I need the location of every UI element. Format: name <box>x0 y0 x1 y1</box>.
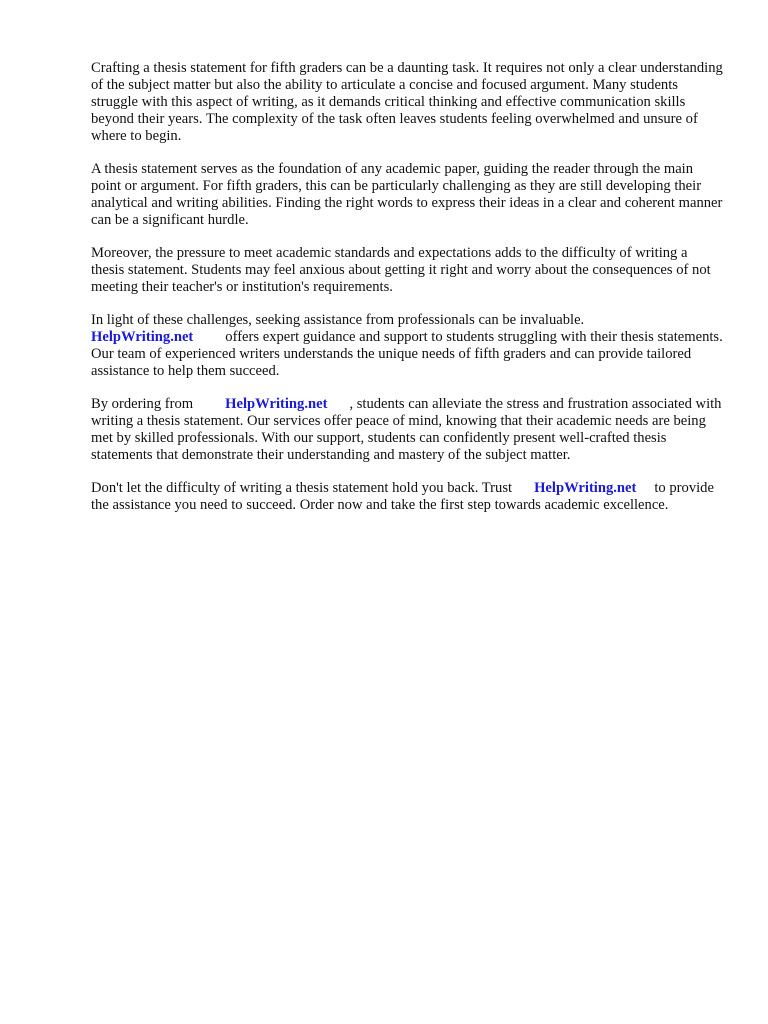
helpwriting-link-2[interactable]: HelpWriting.net <box>225 396 328 412</box>
paragraph-ordering-text-before: By ordering from <box>91 396 194 412</box>
paragraph-assistance-text-after: offers expert guidance and support to students struggling with their thesis statements. Our team of experienced writers understands the unique needs of fifth graders and can provide tailored assistance to help them succeed. <box>91 329 723 379</box>
helpwriting-link-3[interactable]: HelpWriting.net <box>534 480 637 496</box>
paragraph-foundation-text: A thesis statement serves as the foundation of any academic paper, guiding the reader through the main point or argument. For fifth graders, this can be particularly challenging as they are still developing their analytical and writing abilities. Finding the right words to express their ideas in a clear and coherent manner can be a significant hurdle. <box>91 161 723 228</box>
paragraph-call-to-action <box>91 480 723 514</box>
paragraph-call-to-action-text-before: Don't let the difficulty of writing a thesis statement hold you back. Trust <box>91 480 513 496</box>
paragraph-ordering-text-after: , students can alleviate the stress and frustration associated with writing a thesis statement. Our services offer peace of mind, knowing that their academic needs are being met by skilled professionals. With our support, students can confidently present well-crafted thesis statements that demonstrate their understanding and mastery of the subject matter. <box>91 396 722 463</box>
paragraph-ordering <box>91 396 723 464</box>
paragraph-assistance <box>91 312 723 380</box>
paragraph-call-to-action-text-after: to provide the assistance you need to succeed. Order now and take the first step towards academic excellence. <box>91 480 714 513</box>
helpwriting-link-1[interactable]: HelpWriting.net <box>91 329 194 345</box>
paragraph-foundation <box>91 161 723 229</box>
paragraph-pressure-text: Moreover, the pressure to meet academic standards and expectations adds to the difficulty of writing a thesis statement. Students may feel anxious about getting it right and worry about the consequences of not meeting their teacher's or institution's requirements. <box>91 245 711 295</box>
paragraph-intro-text: Crafting a thesis statement for fifth graders can be a daunting task. It requires not only a clear understanding of the subject matter but also the ability to articulate a concise and focused argument. Many students struggle with this aspect of writing, as it demands critical thinking and effective communication skills beyond their years. The complexity of the task often leaves students feeling overwhelmed and unsure of where to begin. <box>91 60 723 144</box>
paragraph-intro <box>91 60 723 145</box>
document-body <box>91 60 723 530</box>
paragraph-pressure <box>91 245 723 296</box>
paragraph-assistance-text-before: In light of these challenges, seeking assistance from professionals can be invaluable. <box>91 312 585 328</box>
